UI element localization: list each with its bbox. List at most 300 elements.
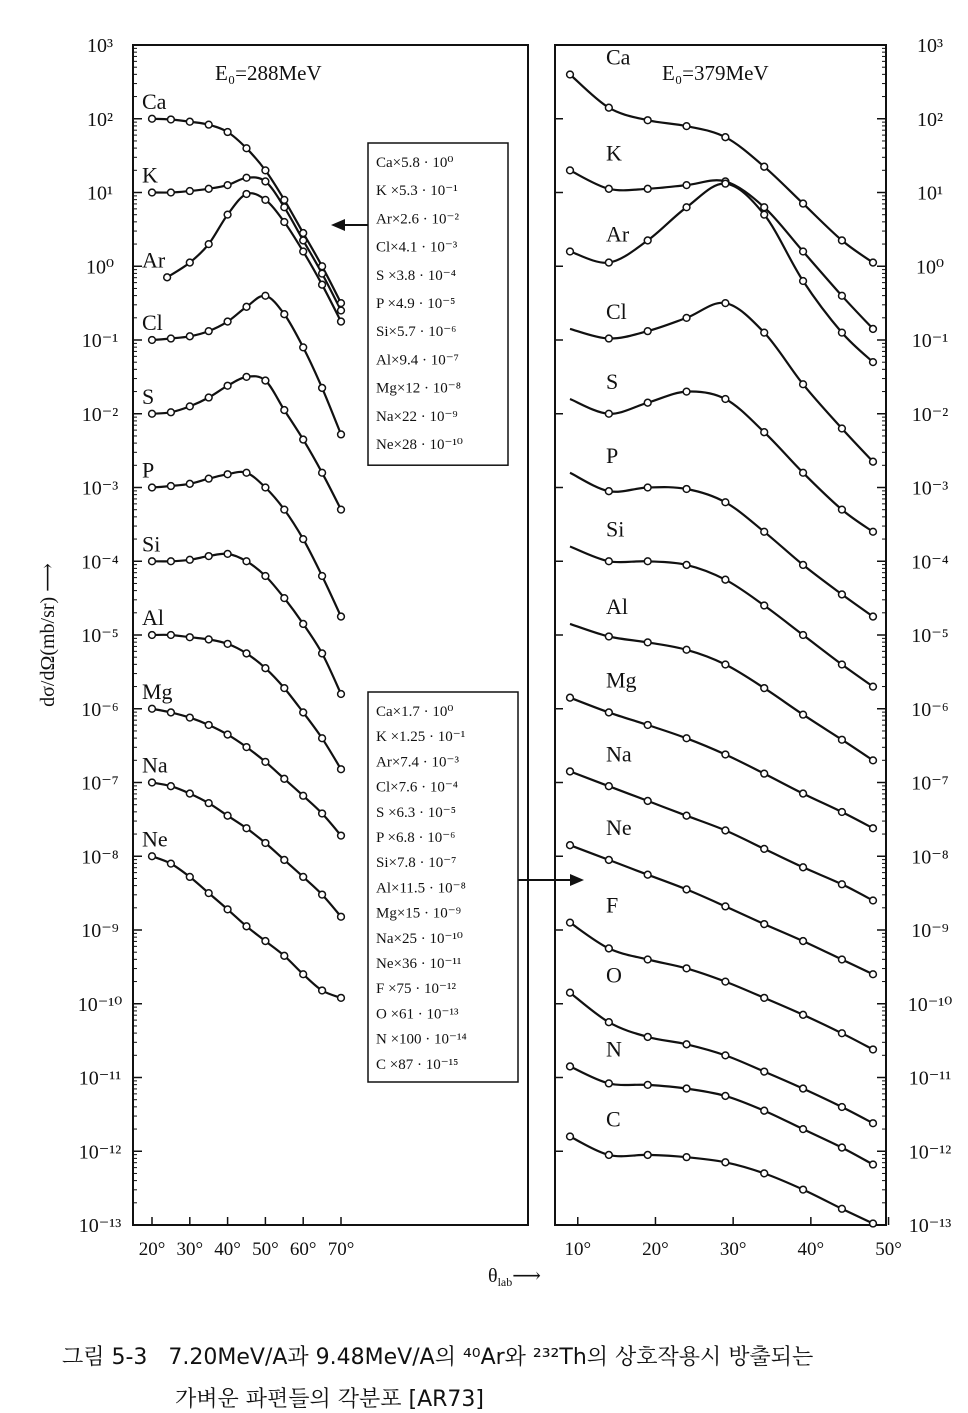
data-point-left-S [224,382,231,389]
series-label-right-C: C [606,1106,621,1132]
data-point-left-Cl [262,292,269,299]
data-point-left-Ne [300,971,307,978]
data-point-right-C [839,1205,846,1212]
series-label-left-Cl: Cl [142,310,163,335]
data-point-left-S [149,410,156,417]
data-point-right-O [567,989,574,996]
data-point-left-Ne [186,874,193,881]
data-point-left-Ar [319,281,326,288]
data-point-left-Ar [243,191,250,198]
data-point-left-Al [338,766,345,773]
y-tick-label-right: 10⁻¹ [911,330,949,352]
data-point-left-Ca [149,115,156,122]
data-point-left-Cl [319,385,326,392]
data-point-left-Ca [186,118,193,125]
series-label-right-Na: Na [606,741,632,767]
series-label-left-Ar: Ar [142,247,166,273]
data-point-right-Na [839,881,846,888]
data-point-right-Ar [839,329,846,336]
data-point-left-P [224,471,231,478]
caption-text-2: 가벼운 파편들의 각분포 [AR73] [175,1387,484,1412]
series-label-left-Ca: Ca [142,88,167,114]
data-point-right-Ar [567,248,574,255]
data-point-left-Ne [243,923,250,930]
data-point-right-Al [839,736,846,743]
data-point-right-K [605,185,612,192]
data-point-right-N [800,1126,807,1133]
data-point-left-K [319,270,326,277]
series-label-right-P: P [606,442,619,468]
data-point-right-P [800,562,807,569]
data-point-left-Si [224,550,231,557]
data-point-left-Cl [281,311,288,318]
legend-entry: S ×3.8 · 10⁻⁴ [376,267,456,284]
y-tick-label-right: 10⁻² [911,403,949,426]
data-point-right-C [567,1133,574,1140]
data-point-left-Cl [168,335,175,342]
data-point-left-Al [168,632,175,639]
data-point-right-C [644,1152,651,1159]
series-label-right-N: N [606,1036,622,1062]
legend-entry: Ca×1.7 · 10⁰ [376,704,454,720]
data-point-left-Al [243,650,250,657]
curve-left-Na [152,783,341,917]
series-label-right-Ca: Ca [606,44,631,70]
data-point-left-Na [281,857,288,864]
y-tick-label-left: 10¹ [87,182,113,205]
y-tick-label-left: 10⁻³ [81,477,119,500]
data-point-right-C [800,1186,807,1193]
data-point-right-Mg [839,809,846,816]
data-point-right-N [567,1063,574,1070]
data-point-left-Ar [262,196,269,203]
data-point-left-K [281,204,288,211]
y-tick-label-right: 10⁻³ [911,477,949,500]
x-tick-label: 60° [289,1239,317,1260]
data-point-right-Ne [800,938,807,945]
data-point-right-Ca [567,71,574,78]
data-point-left-Ar [186,259,193,266]
data-point-right-C [722,1159,729,1166]
data-point-left-Cl [338,431,345,438]
data-point-left-Ca [205,121,212,128]
data-point-right-Ca [839,237,846,244]
data-point-left-Ca [262,167,269,174]
data-point-left-Ne [338,994,345,1001]
data-point-left-Na [186,790,193,797]
data-point-right-Mg [722,751,729,758]
series-label-left-Si: Si [142,531,161,557]
data-point-left-Si [243,558,250,565]
data-point-right-F [839,1030,846,1037]
data-point-right-K [567,167,574,174]
legend-entry: Cl×7.6 · 10⁻⁴ [376,779,459,796]
series-label-right-S: S [606,369,619,394]
caption-text-1: 7.20MeV/A과 9.48MeV/A의 ⁴⁰Ar와 ²³²Th의 상호작용시 방출되는 [168,1345,814,1370]
data-point-left-Ne [262,938,269,945]
data-point-right-O [722,1052,729,1059]
data-point-right-N [839,1144,846,1151]
series-label-left-Al: Al [142,605,164,630]
data-point-left-Ca [224,129,231,136]
data-point-right-Ar [683,204,690,211]
figure-caption-line2 [175,1382,484,1413]
y-tick-label-left: 10⁻¹³ [78,1215,122,1237]
y-tick-label-left: 10² [87,108,113,131]
data-point-right-K [644,185,651,192]
data-point-left-Mg [262,758,269,765]
data-point-right-Si [870,683,877,690]
legend-entry: P ×4.9 · 10⁻⁵ [376,296,456,312]
y-tick-label-left: 10⁻² [81,403,119,426]
y-tick-label-left: 10⁻¹¹ [78,1067,122,1090]
data-point-left-Na [338,913,345,920]
legend-entry: Ne×28 · 10⁻¹⁰ [376,437,463,453]
data-point-left-Na [243,825,250,832]
curve-left-Ar [167,193,341,321]
data-point-right-Al [761,685,768,692]
data-point-right-Ca [800,200,807,207]
legend-entry: Ne×36 · 10⁻¹¹ [376,956,462,972]
y-tick-label-left: 10³ [87,35,113,57]
curve-left-Mg [152,709,341,836]
data-point-left-S [262,377,269,384]
data-point-left-Na [262,840,269,847]
data-point-right-F [683,965,690,972]
data-point-right-Al [605,633,612,640]
data-point-left-Ca [243,145,250,152]
legend-entry: Na×22 · 10⁻⁹ [376,408,458,425]
data-point-left-Ca [168,116,175,123]
y-tick-label-left: 10⁻⁶ [81,698,119,721]
data-point-left-S [281,407,288,414]
data-point-right-F [722,978,729,985]
data-point-right-Ar [644,237,651,244]
data-point-right-N [683,1085,690,1092]
legend-entry: Ar×7.4 · 10⁻³ [376,754,459,771]
data-point-right-Cl [839,425,846,432]
data-point-right-F [870,1046,877,1053]
data-point-left-Ne [205,890,212,897]
data-point-right-Ne [644,871,651,878]
data-point-right-Ca [722,134,729,141]
data-point-left-Cl [186,333,193,340]
data-point-left-Ca [300,230,307,237]
data-point-right-Ne [839,956,846,963]
data-point-left-Ne [224,906,231,913]
data-point-left-P [338,613,345,620]
data-point-right-K [839,292,846,299]
data-point-right-Al [644,639,651,646]
data-point-left-Cl [224,318,231,325]
data-point-left-Mg [319,810,326,817]
data-point-left-Si [168,558,175,565]
x-tick-label: 40° [797,1239,825,1260]
data-point-left-Ne [168,860,175,867]
data-point-left-Ar [224,211,231,218]
data-point-right-Mg [800,790,807,797]
legends-group [331,143,584,1082]
y-tick-label-left: 10⁻⁸ [81,846,119,869]
y-tick-label-left: 10⁻¹² [78,1141,122,1164]
data-point-right-P [605,488,612,495]
y-tick-label-right: 10⁻¹² [908,1141,952,1164]
x-tick-label: 30° [719,1239,747,1260]
data-point-right-Ne [761,921,768,928]
data-point-left-Al [186,634,193,641]
series-label-right-Al: Al [606,593,628,619]
data-point-right-Ne [722,903,729,910]
x-tick-label: 30° [176,1239,204,1260]
y-tick-label-right: 10⁻⁵ [911,625,949,647]
data-point-right-Al [683,646,690,653]
data-point-left-Ar [205,241,212,248]
data-point-right-Ar [605,259,612,266]
y-tick-label-right: 10⁰ [915,256,945,279]
data-point-right-Cl [683,314,690,321]
data-point-left-S [168,409,175,416]
data-point-right-K [800,248,807,255]
data-point-left-Na [149,779,156,786]
data-point-left-Al [281,685,288,692]
data-point-left-Ar [338,318,345,325]
curve-left-Cl [152,296,341,435]
data-point-right-Mg [870,825,877,832]
data-point-left-Si [262,573,269,580]
data-point-left-Al [149,632,156,639]
data-point-right-Ca [644,117,651,124]
data-point-left-Mg [281,775,288,782]
data-point-right-O [761,1068,768,1075]
data-point-left-Si [186,556,193,563]
data-point-left-Si [149,558,156,565]
data-point-left-Si [300,621,307,628]
series-label-left-Ne: Ne [142,826,168,852]
data-point-left-Al [262,665,269,672]
series-label-right-Si: Si [606,516,625,542]
legend-entry: N ×100 · 10⁻¹⁴ [376,1031,467,1048]
data-point-right-Ca [683,123,690,130]
legend-entry: K ×1.25 · 10⁻¹ [376,729,466,746]
data-point-right-P [644,484,651,491]
data-point-left-Cl [243,303,250,310]
data-point-right-O [839,1104,846,1111]
x-tick-label: 20° [642,1239,669,1260]
legend-entry: P ×6.8 · 10⁻⁶ [376,830,456,846]
data-point-right-C [870,1220,877,1227]
data-point-right-Ca [761,163,768,170]
legend-entry: Mg×15 · 10⁻⁹ [376,905,461,922]
data-point-left-K [243,174,250,181]
data-point-right-N [605,1080,612,1087]
data-point-right-Na [683,812,690,819]
data-point-right-Na [870,897,877,904]
x-tick-label: 10° [564,1239,592,1260]
data-point-right-Cl [644,328,651,335]
data-point-right-Mg [644,722,651,729]
y-tick-label-right: 10² [917,108,943,131]
legend-arrow-left-head [331,219,345,231]
panel-title: E₀=288MeV [215,61,322,85]
data-point-left-Ar [164,274,171,281]
curve-right-C [570,1137,873,1224]
data-point-right-S [644,399,651,406]
data-point-right-Al [722,661,729,668]
data-point-left-Ca [319,263,326,270]
data-point-left-Ca [281,196,288,203]
series-label-right-Ne: Ne [606,815,632,841]
y-tick-label-right: 10⁻⁴ [911,551,949,574]
data-point-right-S [683,388,690,395]
data-point-left-Al [300,709,307,716]
data-point-left-Ne [149,853,156,860]
data-point-right-Na [567,768,574,775]
series-label-right-Mg: Mg [606,667,637,693]
data-point-left-P [149,484,156,491]
data-point-left-Al [224,640,231,647]
data-point-right-Ar [870,359,877,366]
data-point-right-F [567,919,574,926]
data-point-right-Ne [567,842,574,849]
y-tick-label-right: 10¹ [917,182,943,205]
data-point-right-Mg [683,735,690,742]
data-point-right-Ca [870,259,877,266]
data-point-right-Ar [761,211,768,218]
data-point-left-P [243,469,250,476]
data-point-right-N [761,1107,768,1114]
series-label-right-F: F [606,892,619,918]
x-tick-label: 20° [138,1239,166,1260]
data-point-right-Si [683,562,690,569]
data-point-right-Ne [683,886,690,893]
legend-entry: F ×75 · 10⁻¹² [376,981,456,998]
y-tick-label-left: 10⁻¹⁰ [77,993,123,1016]
data-point-right-P [839,591,846,598]
data-point-right-Ne [605,857,612,864]
data-point-right-Al [870,757,877,764]
data-point-left-Na [319,891,326,898]
data-point-left-Ne [319,987,326,994]
y-tick-label-right: 10⁻¹³ [908,1215,952,1237]
figure-number: 그림 5-3 [62,1345,148,1370]
x-tick-label: 50° [252,1239,279,1260]
y-tick-label-left: 10⁻¹ [81,330,119,352]
data-point-left-S [319,469,326,476]
series-label-right-O: O [606,962,622,988]
legend-arrow-right-head [570,874,584,886]
data-point-left-S [205,394,212,401]
data-point-right-Ca [605,104,612,111]
series-label-left-Na: Na [142,752,168,778]
data-point-right-Cl [800,381,807,388]
data-point-right-Na [605,783,612,790]
data-point-right-C [761,1170,768,1177]
data-point-right-Si [761,602,768,609]
data-point-right-O [870,1120,877,1127]
data-point-left-P [186,480,193,487]
data-point-right-Cl [605,335,612,342]
data-point-right-S [800,469,807,476]
data-point-right-S [722,396,729,403]
data-point-right-Ar [722,180,729,187]
data-point-left-P [281,506,288,513]
data-point-left-K [338,307,345,314]
data-point-right-S [605,410,612,417]
legend-entry: K ×5.3 · 10⁻¹ [376,183,458,200]
data-point-left-Ar [300,248,307,255]
legend-entry: Na×25 · 10⁻¹⁰ [376,930,463,947]
y-tick-label-right: 10³ [917,35,943,57]
series-label-left-P: P [142,457,155,483]
y-tick-label-right: 10⁻⁶ [911,698,949,721]
data-point-left-Na [205,800,212,807]
data-point-left-Na [300,874,307,881]
data-point-right-O [644,1034,651,1041]
data-point-left-Ca [338,300,345,307]
y-tick-label-right: 10⁻⁹ [911,920,949,942]
data-point-left-Si [319,650,326,657]
data-point-left-P [262,484,269,491]
data-point-right-Na [761,845,768,852]
y-tick-label-left: 10⁻⁷ [81,772,119,795]
data-point-right-Al [800,711,807,718]
data-point-right-Na [644,798,651,805]
data-point-left-K [262,178,269,185]
legend-entry: S ×6.3 · 10⁻⁵ [376,804,456,821]
data-point-left-Mg [205,722,212,729]
data-point-right-C [683,1154,690,1161]
data-point-left-K [149,189,156,196]
data-point-right-F [800,1011,807,1018]
data-point-right-Ar [800,278,807,285]
data-point-right-F [605,945,612,952]
curve-left-P [152,472,341,617]
data-point-right-S [839,506,846,513]
y-tick-label-right: 10⁻¹⁰ [907,993,953,1016]
data-point-left-Mg [186,714,193,721]
data-point-left-P [319,573,326,580]
data-point-left-P [205,475,212,482]
series-label-left-Mg: Mg [142,678,173,704]
data-point-right-K [683,182,690,189]
data-point-right-Na [722,827,729,834]
data-point-left-Cl [149,337,156,344]
data-point-right-Si [839,661,846,668]
data-point-left-S [243,373,250,380]
data-point-right-P [870,613,877,620]
data-point-right-N [644,1081,651,1088]
legend-entry: C ×87 · 10⁻¹⁵ [376,1056,459,1073]
series-label-right-Ar: Ar [606,221,630,247]
series-label-right-Cl: Cl [606,298,627,324]
data-point-right-P [761,528,768,535]
y-tick-label-right: 10⁻⁷ [911,772,949,795]
data-point-right-Si [605,558,612,565]
legend-entry: Al×9.4 · 10⁻⁷ [376,352,459,369]
data-point-left-K [186,188,193,195]
data-point-left-Ar [281,219,288,226]
y-tick-label-left: 10⁰ [85,256,115,279]
data-point-right-P [683,486,690,493]
series-label-right-K: K [606,140,622,166]
data-point-left-Mg [224,731,231,738]
data-point-right-Si [800,632,807,639]
data-point-left-S [186,403,193,410]
x-axis-label: $\theta_{lab}⟶$ [488,1265,541,1289]
data-point-right-S [761,429,768,436]
data-point-left-Cl [205,328,212,335]
y-tick-label-left: 10⁻⁵ [81,625,119,647]
